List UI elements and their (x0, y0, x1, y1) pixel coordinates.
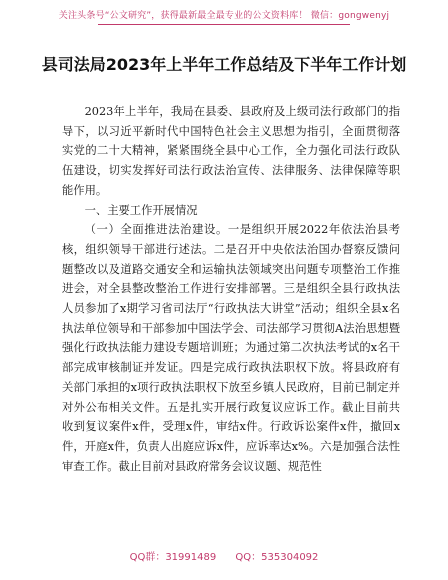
intro-paragraph: 2023年上半年，我局在县委、县政府及上级司法行政部门的指导下，以习近平新时代中国特色社会主义思想为指引，全面贯彻落实党的二十大精神，紧紧围绕全县中心工作，全力强化司法行政队伍建设，切实发挥好司法行政法治宣传、法律服务、法律保障等职能作用。 (62, 105, 400, 197)
document-title: 县司法局2023年上半年工作总结及下半年工作计划 (41, 55, 407, 74)
footer-qq: QQ：535304092 (235, 552, 319, 563)
document-body (62, 102, 400, 476)
footer-contact (0, 548, 448, 563)
banner-text: 关注头条号“公文研究”，获得最新最全最专业的公文资料库！ 微信：gongwenyj (58, 11, 390, 21)
footer-qq-group: QQ群：31991489 (129, 552, 217, 563)
banner-underline (98, 24, 350, 25)
body-paragraph: （一）全面推进法治建设。一是组织开展2022年依法治县考核，组织领导干部进行述法。二是召开中央依法治国办督察反馈问题整改以及道路交通安全和运输执法领域突出问题专项整治工作推进会，对全县整改整治工作进行安排部署。三是组织全县行政执法人员参加了x期学习省司法厅“行政执法大讲堂”活动；组织全县x名执法单位领导和干部参加中国法学会、司法部学习贯彻A法治思想暨强化行政执法能力建设专题培训班；为通过第二次执法考试的x名干部完成审核制证并发证。四是完成行政执法职权下放。将县政府有关部门承担的x项行政执法职权下放至乡镇人民政府，目前已制定并对外公布相关文件。五是扎实开展行政复议应诉工作。截止目前共收到复议案件x件，受理x件，审结x件。行政诉讼案件x件，撤回x件，开庭x件，负责人出庭应诉x件，应诉率达x%。六是加强合法性审查工作。截止目前对县政府常务会议议题、规范性 (62, 223, 400, 473)
header-banner (0, 8, 448, 21)
section-heading: 一、主要工作开展情况 (84, 203, 198, 217)
